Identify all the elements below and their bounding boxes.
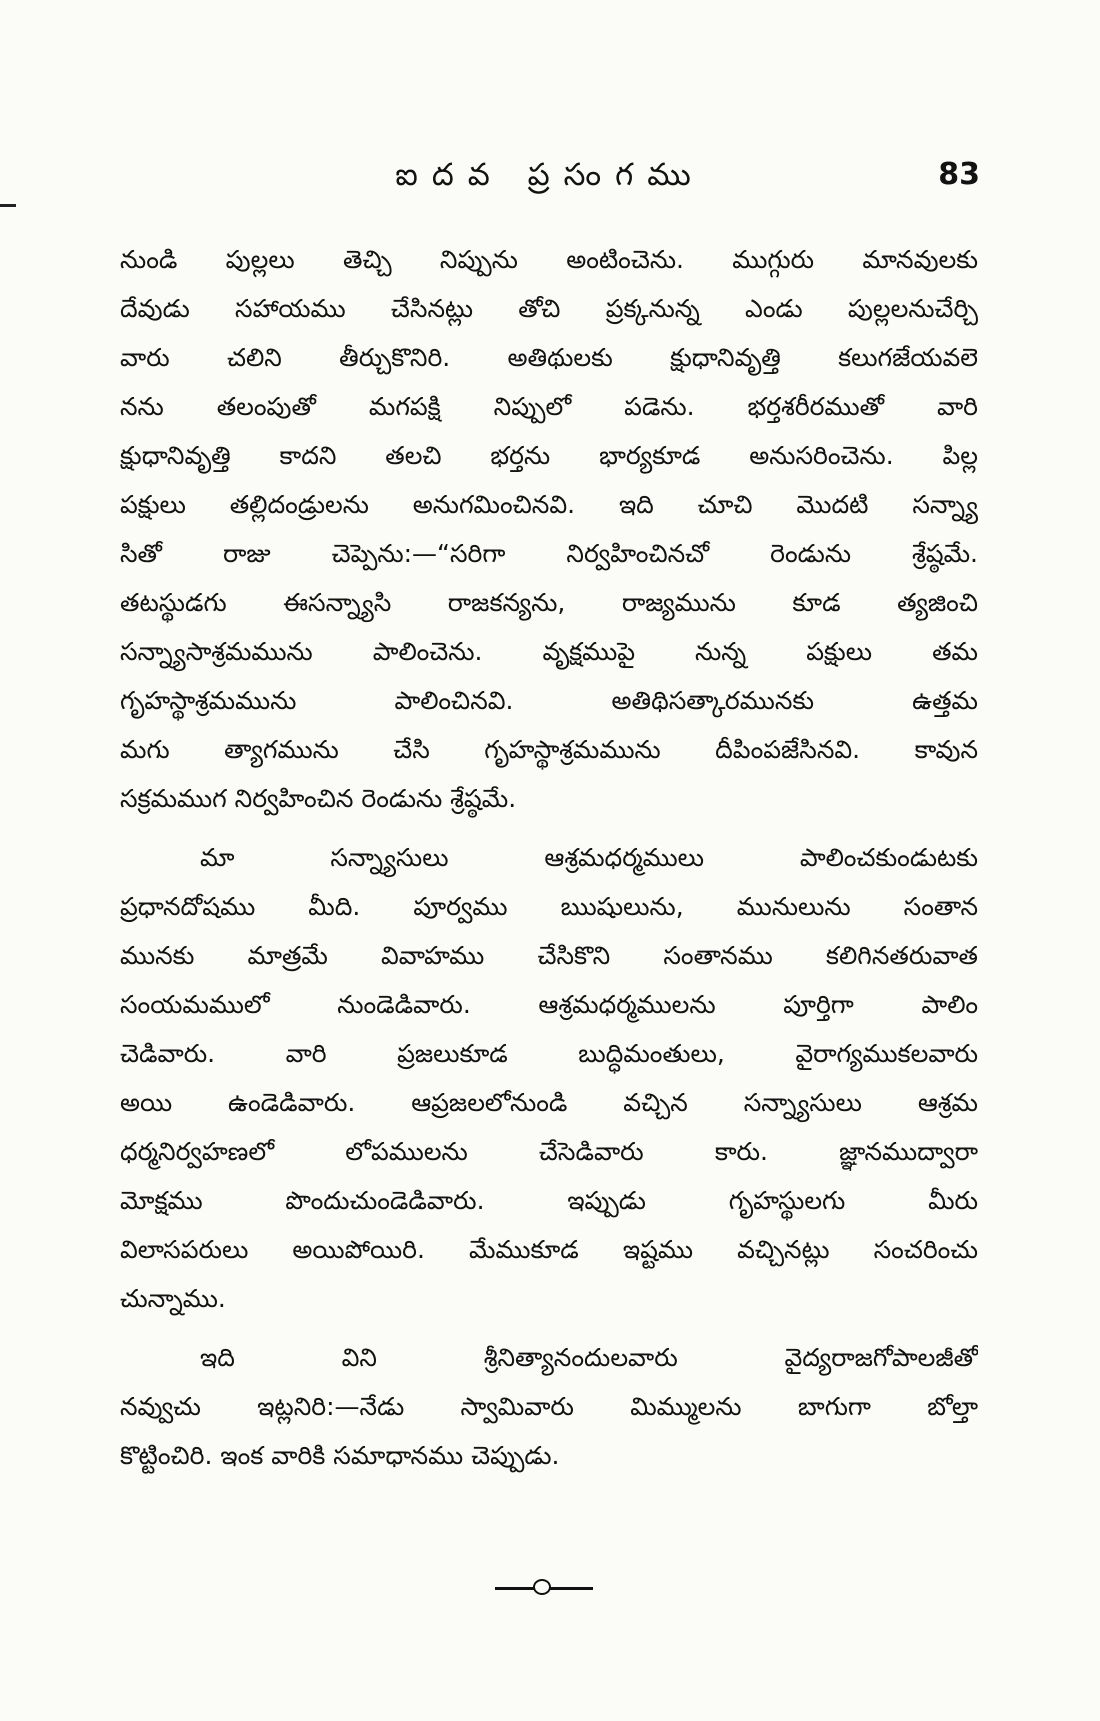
scan-edge-mark: [0, 204, 16, 207]
running-title: ఐదవ ప్రసంగము: [395, 157, 705, 193]
text-line: కొట్టించిరి. ఇంక వారికి సమాధానము చెప్పుడు.: [120, 1441, 560, 1470]
text-line: మోక్షము పొందుచుండెడివారు. ఇప్పుడు గృహస్థులగు మీరు: [120, 1186, 978, 1215]
text-line: నవ్వుచు ఇట్లనిరి:—నేడు స్వామివారు మిమ్ములను బాగుగా బోల్తా: [120, 1392, 978, 1421]
text-line: తటస్థుడగు ఈసన్న్యాసి రాజకన్యను, రాజ్యమును కూడ త్యజించి: [120, 588, 978, 617]
paragraph-1: [120, 235, 978, 823]
page-header: [120, 145, 980, 205]
text-line: క్షుధానివృత్తి కాదని తలచి భర్తను భార్యకూడ అనుసరించెను. పిల్ల: [120, 441, 978, 470]
text-line: అయి ఉండెడివారు. ఆప్రజలలోనుండి వచ్చిన సన్న్యాసులు ఆశ్రమ: [120, 1088, 978, 1117]
text-line: చెడివారు. వారి ప్రజలుకూడ బుద్ధిమంతులు, వైరాగ్యముకలవారు: [120, 1039, 978, 1068]
text-line: సంయమములో నుండెడివారు. ఆశ్రమధర్మములను పూర్తిగా పాలిం: [120, 990, 978, 1019]
text-line: సితో రాజు చెప్పెను:—“సరిగా నిర్వహించినచో రెండును శ్రేష్ఠమే.: [120, 539, 978, 568]
paragraph-2: [120, 833, 978, 1323]
text-line: మునకు మాత్రమే వివాహము చేసికొని సంతానము కలిగినతరువాత: [120, 941, 978, 970]
text-line: వారు చలిని తీర్చుకొనిరి. అతిథులకు క్షుధానివృత్తి కలుగజేయవలె: [120, 343, 978, 372]
text-line: గృహస్థాశ్రమమును పాలించినవి. అతిథిసత్కారమునకు ఉత్తమ: [120, 686, 978, 715]
text-line: మగు త్యాగమును చేసి గృహస్థాశ్రమమును దీపింపజేసినవి. కావున: [120, 735, 978, 764]
text-line: సక్రమముగ నిర్వహించిన రెండును శ్రేష్ఠమే.: [120, 784, 517, 813]
page-number: 83: [938, 157, 980, 192]
text-line: విలాసపరులు అయిపోయిరి. మేముకూడ ఇష్టము వచ్చినట్లు సంచరించు: [120, 1235, 978, 1264]
paragraph-gap: [120, 1323, 978, 1333]
text-line: మా సన్న్యాసులు ఆశ్రమధర్మములు పాలించకుండుటకు: [200, 843, 978, 872]
text-line: ఇది విని శ్రీనిత్యానందులవారు వైద్యరాజగోపాలజీతో: [200, 1343, 978, 1372]
text-line: దేవుడు సహాయము చేసినట్లు తోచి ప్రక్కనున్న ఎండు పుల్లలనుచేర్చి: [120, 294, 978, 323]
text-line: చున్నాము.: [120, 1284, 226, 1313]
paragraph-gap: [120, 823, 978, 833]
circle-ornament-icon: [533, 1579, 551, 1595]
text-line: పక్షులు తల్లిదండ్రులను అనుగమించినవి. ఇది చూచి మొదటి సన్న్యా: [120, 490, 978, 519]
text-line: సన్న్యాసాశ్రమమును పాలించెను. వృక్షముపై నున్న పక్షులు తమ: [120, 637, 978, 666]
text-line: నను తలంపుతో మగపక్షి నిప్పులో పడెను. భర్తశరీరముతో వారి: [120, 392, 978, 421]
end-of-section-rule: [495, 1579, 593, 1597]
text-line: ప్రధానదోషము మీది. పూర్వము ఋషులును, మునులును సంతాన: [120, 892, 978, 921]
text-line: నుండి పుల్లలు తెచ్చి నిప్పును అంటించెను. ముగ్గురు మానవులకు: [120, 245, 978, 274]
body-text: [120, 235, 978, 1480]
text-line: ధర్మనిర్వహణలో లోపములను చేసెడివారు కారు. జ్ఞానముద్వారా: [120, 1137, 978, 1166]
paragraph-3: [120, 1333, 978, 1480]
